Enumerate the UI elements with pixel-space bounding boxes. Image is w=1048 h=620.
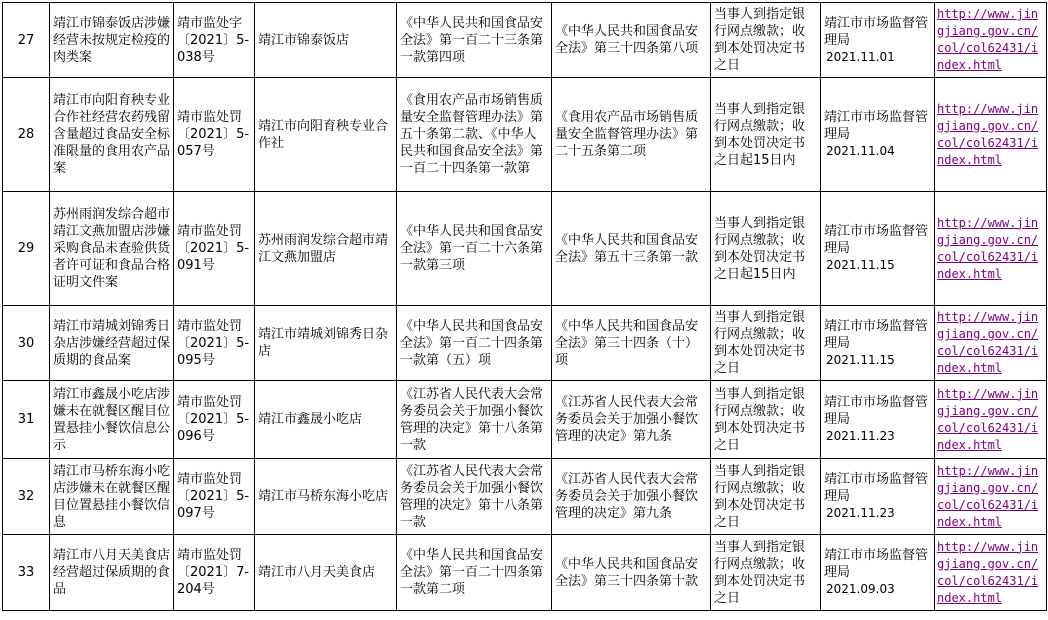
table-row <box>3 3 1047 78</box>
authority-name: 靖江市市场监督管理局 <box>824 15 929 48</box>
payment-deadline: 当事人到指定银行网点缴款；收到本处罚决定书之日起15日内 <box>711 78 821 192</box>
decision-date: 2021.11.23 <box>826 429 895 443</box>
payment-deadline: 当事人到指定银行网点缴款；收到本处罚决定书之日 <box>711 381 821 459</box>
payment-deadline: 当事人到指定银行网点缴款；收到本处罚决定书之日 <box>711 306 821 381</box>
authority-and-date <box>821 192 935 306</box>
source-link[interactable]: http://www.jingjiang.gov.cn/col/col62431/index.html <box>937 463 1039 529</box>
decision-date: 2021.11.01 <box>826 49 895 64</box>
authority-and-date <box>821 535 935 611</box>
authority-and-date <box>821 3 935 78</box>
penalty-basis: 《中华人民共和国食品安全法》第三十四条第十款 <box>552 535 711 611</box>
document-number: 靖市监处罚〔2021〕5-096号 <box>174 381 255 459</box>
table-row <box>3 459 1047 535</box>
party-name: 靖江市八月天美食店 <box>255 535 397 611</box>
case-name: 靖江市锦泰饭店涉嫌经营未按规定检疫的肉类案 <box>50 3 174 78</box>
document-number: 靖市监处罚〔2021〕5-095号 <box>174 306 255 381</box>
row-number: 30 <box>3 306 50 381</box>
document-number: 靖市监处罚〔2021〕7-204号 <box>174 535 255 611</box>
case-name: 苏州雨润发综合超市靖江文燕加盟店涉嫌采购食品未查验供货者许可证和食品合格证明文件案 <box>50 192 174 306</box>
document-number: 靖市监处字〔2021〕5-038号 <box>174 3 255 78</box>
penalty-table <box>2 2 1047 611</box>
decision-date: 2021.11.15 <box>826 258 895 272</box>
penalty-basis: 《中华人民共和国食品安全法》第三十四条第八项 <box>552 3 711 78</box>
case-name: 靖江市马桥东海小吃店涉嫌未在就餐区醒目位置悬挂小餐饮信息 <box>50 459 174 535</box>
payment-deadline: 当事人到指定银行网点缴款；收到本处罚决定书之日 <box>711 459 821 535</box>
authority-and-date <box>821 459 935 535</box>
authority-name: 靖江市市场监督管理局 <box>824 318 929 351</box>
source-link[interactable]: http://www.jingjiang.gov.cn/col/col62431/index.html <box>937 215 1039 281</box>
row-number: 31 <box>3 381 50 459</box>
decision-date: 2021.09.03 <box>826 582 895 596</box>
authority-name: 靖江市市场监督管理局 <box>824 224 929 256</box>
row-number: 27 <box>3 3 50 78</box>
row-number: 33 <box>3 535 50 611</box>
party-name: 靖江市靖城刘锦秀日杂店 <box>255 306 397 381</box>
document-number: 靖市监处罚〔2021〕5-057号 <box>174 78 255 192</box>
party-name: 苏州雨润发综合超市靖江文燕加盟店 <box>255 192 397 306</box>
source-link-cell <box>935 381 1047 459</box>
party-name: 靖江市向阳育秧专业合作社 <box>255 78 397 192</box>
payment-deadline: 当事人到指定银行网点缴款；收到本处罚决定书之日 <box>711 3 821 78</box>
authority-name: 靖江市市场监督管理局 <box>824 395 929 427</box>
penalty-basis: 《中华人民共和国食品安全法》第三十四条（十）项 <box>552 306 711 381</box>
penalty-basis: 《食用农产品市场销售质量安全监督管理办法》第二十五条第二项 <box>552 78 711 192</box>
table-row <box>3 78 1047 192</box>
case-name: 靖江市鑫晟小吃店涉嫌未在就餐区醒目位置悬挂小餐饮信息公示 <box>50 381 174 459</box>
party-name: 靖江市锦泰饭店 <box>255 3 397 78</box>
violated-provision: 《食用农产品市场销售质量安全监督管理办法》第五十条第二款、《中华人民共和国食品安全法》第一百二十四条第一款第 <box>397 78 552 192</box>
penalty-basis: 《中华人民共和国食品安全法》第五十三条第一款 <box>552 192 711 306</box>
source-link-cell <box>935 459 1047 535</box>
violated-provision: 《中华人民共和国食品安全法》第一百二十四条第一款第二项 <box>397 535 552 611</box>
violated-provision: 《江苏省人民代表大会常务委员会关于加强小餐饮管理的决定》第十八条第一款 <box>397 459 552 535</box>
violated-provision: 《中华人民共和国食品安全法》第一百二十三条第一款第四项 <box>397 3 552 78</box>
table-row <box>3 192 1047 306</box>
violated-provision: 《江苏省人民代表大会常务委员会关于加强小餐饮管理的决定》第十八条第一款 <box>397 381 552 459</box>
source-link-cell <box>935 535 1047 611</box>
source-link[interactable]: http://www.jingjiang.gov.cn/col/col62431/index.html <box>937 539 1039 605</box>
row-number: 32 <box>3 459 50 535</box>
authority-and-date <box>821 78 935 192</box>
source-link[interactable]: http://www.jingjiang.gov.cn/col/col62431/index.html <box>937 7 1039 72</box>
violated-provision: 《中华人民共和国食品安全法》第一百二十四条第一款第（五）项 <box>397 306 552 381</box>
case-name: 靖江市八月天美食店经营超过保质期的食品 <box>50 535 174 611</box>
document-number: 靖市监处罚〔2021〕5-097号 <box>174 459 255 535</box>
authority-and-date <box>821 381 935 459</box>
payment-deadline: 当事人到指定银行网点缴款；收到本处罚决定书之日 <box>711 535 821 611</box>
source-link-cell <box>935 306 1047 381</box>
authority-name: 靖江市市场监督管理局 <box>824 472 929 504</box>
authority-name: 靖江市市场监督管理局 <box>824 548 929 580</box>
table-row <box>3 306 1047 381</box>
authority-name: 靖江市市场监督管理局 <box>824 110 929 142</box>
source-link[interactable]: http://www.jingjiang.gov.cn/col/col62431/index.html <box>937 386 1039 452</box>
source-link-cell <box>935 192 1047 306</box>
penalty-basis: 《江苏省人民代表大会常务委员会关于加强小餐饮管理的决定》第九条 <box>552 459 711 535</box>
decision-date: 2021.11.15 <box>826 352 895 367</box>
source-link[interactable]: http://www.jingjiang.gov.cn/col/col62431/index.html <box>937 101 1039 167</box>
payment-deadline: 当事人到指定银行网点缴款；收到本处罚决定书之日起15日内 <box>711 192 821 306</box>
table-body <box>3 3 1047 611</box>
document-number: 靖市监处罚〔2021〕5-091号 <box>174 192 255 306</box>
table-row <box>3 381 1047 459</box>
row-number: 28 <box>3 78 50 192</box>
source-link-cell <box>935 78 1047 192</box>
party-name: 靖江市鑫晟小吃店 <box>255 381 397 459</box>
source-link-cell <box>935 3 1047 78</box>
row-number: 29 <box>3 192 50 306</box>
party-name: 靖江市马桥东海小吃店 <box>255 459 397 535</box>
decision-date: 2021.11.23 <box>826 506 895 520</box>
source-link[interactable]: http://www.jingjiang.gov.cn/col/col62431/index.html <box>937 310 1039 375</box>
case-name: 靖江市向阳育秧专业合作社经营农药残留含量超过食品安全标准限量的食用农产品案 <box>50 78 174 192</box>
authority-and-date <box>821 306 935 381</box>
decision-date: 2021.11.04 <box>826 144 895 158</box>
table-row <box>3 535 1047 611</box>
penalty-basis: 《江苏省人民代表大会常务委员会关于加强小餐饮管理的决定》第九条 <box>552 381 711 459</box>
case-name: 靖江市靖城刘锦秀日杂店涉嫌经营超过保质期的食品案 <box>50 306 174 381</box>
violated-provision: 《中华人民共和国食品安全法》第一百二十六条第一款第三项 <box>397 192 552 306</box>
